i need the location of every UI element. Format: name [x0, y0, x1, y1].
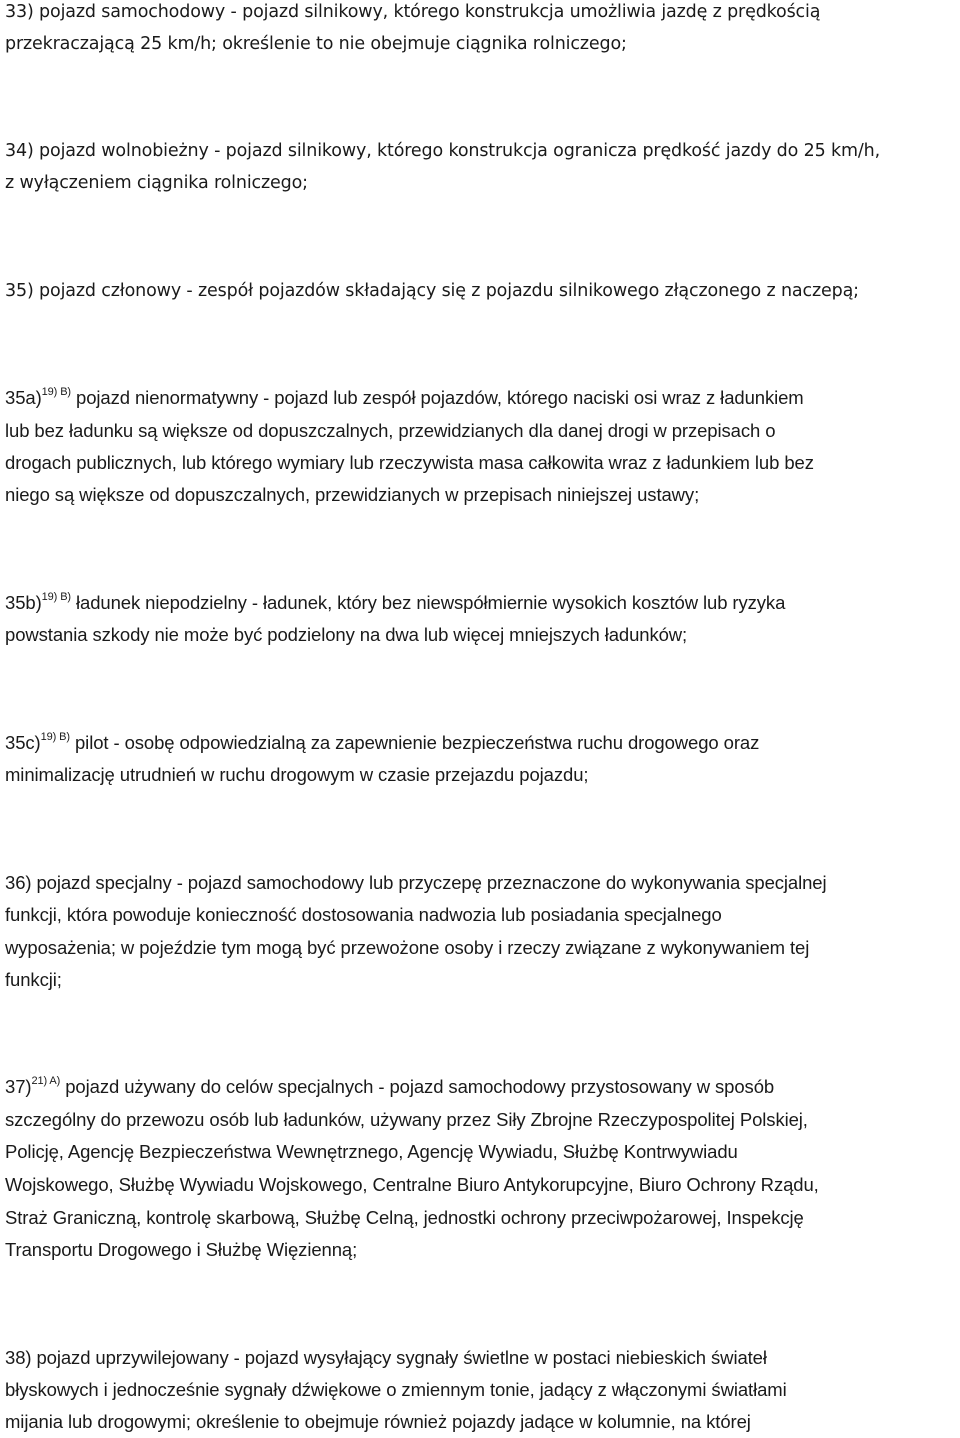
text-line — [5, 386, 804, 408]
text-line: 33) pojazd samochodowy - pojazd silnikowy, którego konstrukcja umożliwia jazdę z prędkością — [5, 2, 821, 22]
text-line: funkcji; — [5, 969, 62, 990]
text-line: mijania lub drogowymi; określenie to obejmuje również pojazdy jadące w kolumnie, na której — [5, 1411, 751, 1432]
text-line: 38) pojazd uprzywilejowany - pojazd wysyłający sygnały świetlne w postaci niebieskich świateł — [5, 1347, 767, 1368]
text-line: wyposażenia; w pojeździe tym mogą być przewożone osoby i rzeczy związane z wykonywaniem tej — [5, 937, 810, 958]
text-line — [5, 731, 760, 753]
text-line: Straż Graniczną, kontrolę skarbową, Służbę Celną, jednostki ochrony przeciwpożarowej, Inspekcję — [5, 1207, 804, 1228]
text-line: powstania szkody nie może być podzielony na dwa lub więcej mniejszych ładunków; — [5, 624, 688, 645]
text-line: niego są większe od dopuszczalnych, przewidzianych w przepisach niniejszej ustawy; — [5, 484, 700, 505]
footnote-reference: 19) B) — [41, 591, 71, 603]
footnote-reference: 19) B) — [41, 386, 71, 398]
paragraph-text: pilot - osobę odpowiedzialną za zapewnienie bezpieczeństwa ruchu drogowego oraz — [69, 732, 760, 753]
text-line: Wojskowego, Służbę Wywiadu Wojskowego, Centralne Biuro Antykorupcyjne, Biuro Ochrony Rządu, — [5, 1174, 819, 1195]
text-line: 35) pojazd członowy - zespół pojazdów składający się z pojazdu silnikowego złączonego z naczepą; — [5, 281, 859, 301]
text-line: przekraczającą 25 km/h; określenie to nie obejmuje ciągnika rolniczego; — [5, 34, 627, 54]
paragraph-number: 35a) — [5, 387, 42, 408]
text-line: błyskowych i jednocześnie sygnały dźwiękowe o zmiennym tonie, jadący z włączonymi światłami — [5, 1379, 787, 1400]
paragraph-text: ładunek niepodzielny - ładunek, który bez niewspółmiernie wysokich kosztów lub ryzyka — [71, 592, 786, 613]
paragraph-number: 37) — [5, 1076, 32, 1097]
paragraph-number: 35c) — [5, 732, 41, 753]
text-line: Policję, Agencję Bezpieczeństwa Wewnętrznego, Agencję Wywiadu, Służbę Kontrwywiadu — [5, 1141, 738, 1162]
text-line — [5, 1075, 775, 1097]
footnote-reference: 19) B) — [40, 731, 70, 743]
paragraph-number: 35b) — [5, 592, 42, 613]
text-line: funkcji, która powoduje konieczność dostosowania nadwozia lub posiadania specjalnego — [5, 904, 722, 925]
text-line: 34) pojazd wolnobieżny - pojazd silnikowy, którego konstrukcja ogranicza prędkość jazdy do 25 km/h, — [5, 141, 880, 161]
text-line: z wyłączeniem ciągnika rolniczego; — [5, 173, 308, 193]
text-line: Transportu Drogowego i Służbę Więzienną; — [5, 1239, 358, 1260]
text-line: 36) pojazd specjalny - pojazd samochodowy lub przyczepę przeznaczone do wykonywania specjalnej — [5, 872, 827, 893]
text-line: lub bez ładunku są większe od dopuszczalnych, przewidzianych dla danej drogi w przepisach o — [5, 420, 776, 441]
text-line: drogach publicznych, lub którego wymiary lub rzeczywista masa całkowita wraz z ładunkiem lub bez — [5, 452, 814, 473]
text-line: minimalizację utrudnień w ruchu drogowym w czasie przejazdu pojazdu; — [5, 764, 589, 785]
text-line: szczególny do przewozu osób lub ładunków, używany przez Siły Zbrojne Rzeczypospolitej Polskiej, — [5, 1109, 808, 1130]
footnote-reference: 21) A) — [31, 1075, 61, 1087]
paragraph-text: pojazd nienormatywny - pojazd lub zespół pojazdów, którego naciski osi wraz z ładunkiem — [71, 387, 804, 408]
text-line — [5, 591, 786, 613]
paragraph-text: pojazd używany do celów specjalnych - pojazd samochodowy przystosowany w sposób — [60, 1076, 775, 1097]
